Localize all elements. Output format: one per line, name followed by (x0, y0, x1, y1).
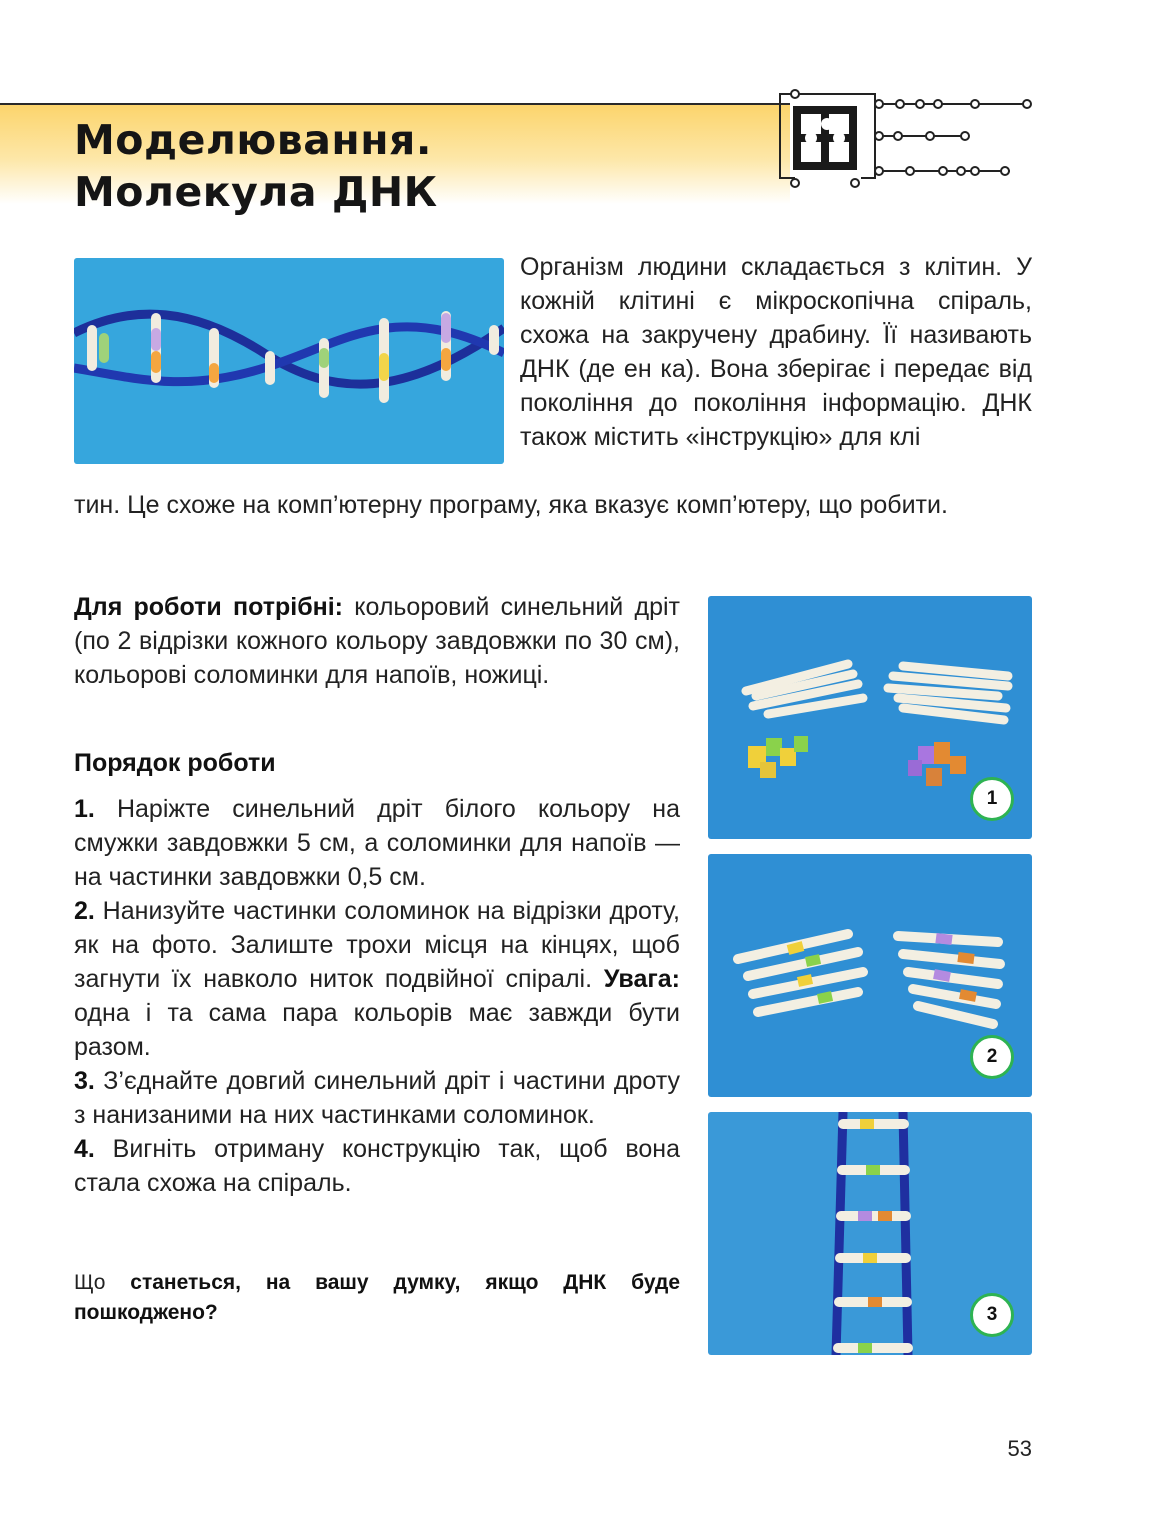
step-photo-1 (708, 596, 1032, 839)
procedure-steps (74, 792, 680, 1200)
step-number: 2. (74, 897, 95, 925)
page-number: 53 (1007, 1436, 1032, 1461)
step-text: Вигніть отриману конструкцію так, щоб вона стала схожа на спіраль. (74, 1135, 680, 1197)
dna-helix-photo (74, 258, 504, 464)
photo-number-badge: 1 (970, 777, 1014, 821)
procedure-heading: Порядок роботи (74, 749, 276, 777)
step-3 (74, 1064, 680, 1132)
materials-label: Для роботи потрібні: (74, 593, 344, 621)
puzzle-circuit-badge (775, 86, 1035, 191)
step-photo-3 (708, 1112, 1032, 1355)
materials-text: кольоровий синельний дріт (по 2 відрізки кожного кольору завдовжки по 30 см), кольорові соломинки для напоїв, ножиці. (74, 593, 681, 689)
step-number: 1. (74, 795, 95, 823)
intro-paragraph-continued: тин. Це схоже на комп’ютерну програму, яка вказує комп’ютеру, що робити. (74, 491, 948, 519)
step-2 (74, 894, 680, 1064)
step-text: Наріжте синельний дріт білого кольору на смужки завдовжки 5 см, а соломинки для напоїв — на частинки завдовжки 0,5 см. (74, 795, 680, 891)
question-lead: Що (74, 1271, 106, 1294)
photo-number-badge: 2 (970, 1035, 1014, 1079)
question-text: станеться, на вашу думку, якщо ДНК буде пошкоджено? (74, 1271, 680, 1324)
step-number: 4. (74, 1135, 95, 1163)
step-1 (74, 792, 680, 894)
step-4 (74, 1132, 680, 1200)
warning-text: одна і та сама пара кольорів має завжди бути разом. (74, 999, 680, 1061)
step-text: З’єднайте довгий синельний дріт і частини дроту з нанизаними на них частинками соломинок. (74, 1067, 680, 1129)
step-number: 3. (74, 1067, 95, 1095)
title-line-2: Молекула ДНК (74, 168, 438, 216)
intro-paragraph: Організм людини складається з клітин. У кожній клітині є мікроскопічна спіраль, схожа на закручену драбину. Її називають ДНК (де ен ка). Вона зберігає і передає від покоління до покоління інформацію. ДНК також містить «інструкцію» для клі (520, 253, 1032, 451)
header-rule (0, 103, 790, 105)
step-text: Нанизуйте частинки соломинок на відрізки дроту, як на фото. Залиште трохи місця на кінцях, щоб загнути їх навколо ниток подвійної спіралі. (74, 897, 680, 993)
puzzle-icon (775, 86, 1035, 191)
reflection-question (74, 1268, 680, 1328)
warning-label: Увага: (603, 965, 680, 993)
step-photo-2 (708, 854, 1032, 1097)
materials-paragraph (74, 590, 680, 692)
photo-number-badge: 3 (970, 1293, 1014, 1337)
page-title (74, 114, 438, 218)
title-line-1: Моделювання. (74, 116, 432, 164)
